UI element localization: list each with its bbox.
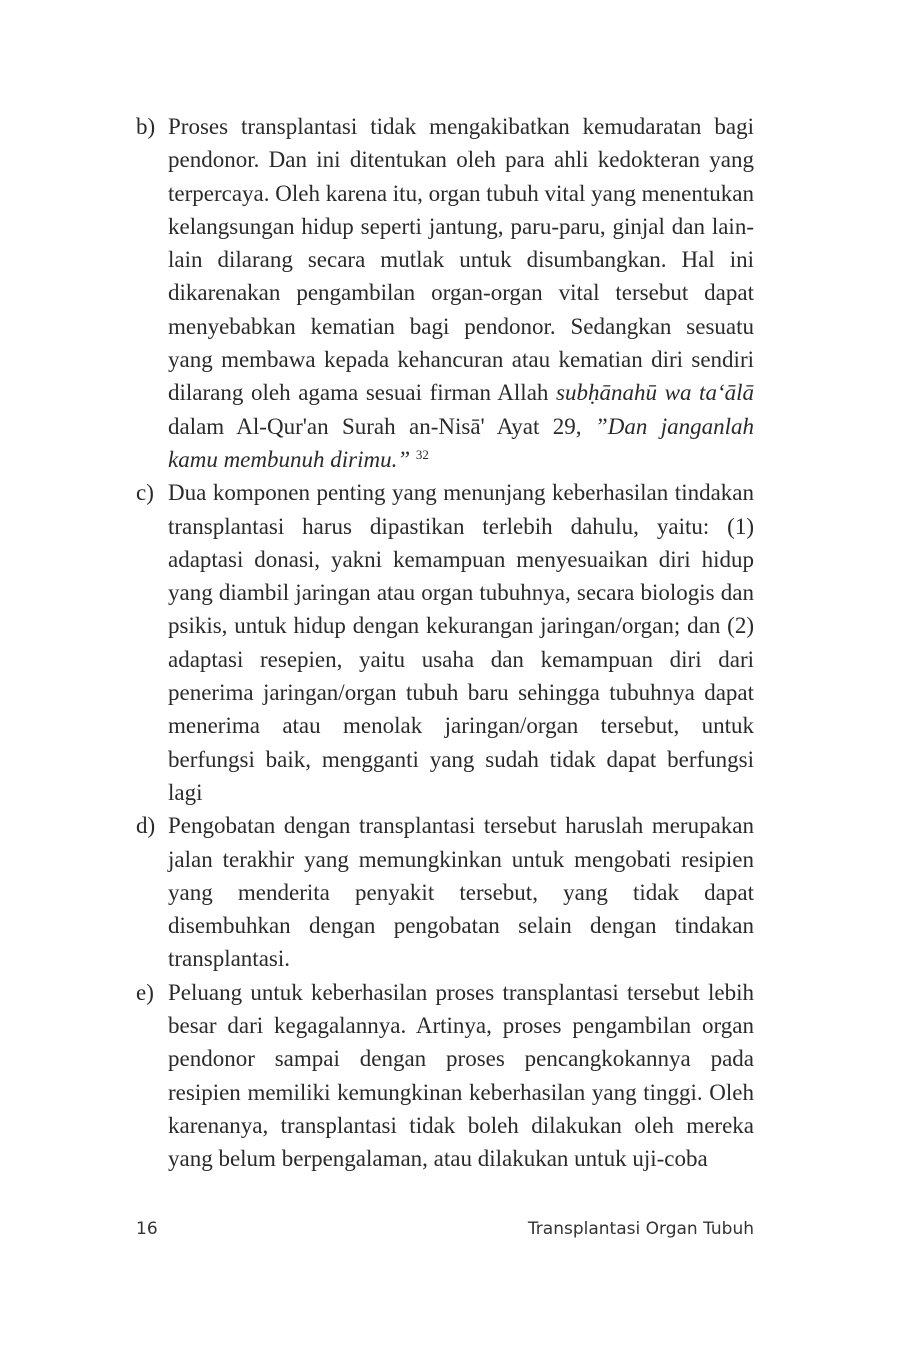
- page-number: 16: [136, 1219, 158, 1239]
- list-item-c: [136, 476, 754, 809]
- list-marker: e): [136, 979, 154, 1005]
- quran-quote: ”Dan janganlah kamu membunuh dirimu.”: [168, 413, 754, 472]
- list-item-text: [168, 110, 754, 476]
- list-marker: b): [136, 114, 156, 139]
- page-footer: [136, 1219, 754, 1239]
- page-body: [136, 110, 754, 1176]
- list-marker: c): [136, 480, 154, 506]
- list-marker: d): [136, 813, 156, 839]
- list-item-b: [136, 110, 754, 476]
- italic-phrase: subḥānahū wa ta‘ālā: [556, 380, 754, 406]
- list-item-d: [136, 809, 754, 975]
- footnote-ref[interactable]: 32: [415, 446, 429, 462]
- list-item-text: Dua komponen penting yang menunjang keberhasilan tindakan transplantasi harus dipastikan terlebih dahulu, yaitu: (1) adaptasi donasi, yakni kemampuan menyesuaikan diri hidup yang diambil jaringan atau organ tubuhnya, secara biologis dan psikis, untuk hidup dengan kekurangan jaringan/organ; dan (2) adaptasi resepien, yaitu usaha dan kemampuan diri dari penerima jaringan/organ tubuh baru sehingga tubuhnya dapat menerima atau menolak jaringan/organ tersebut, untuk berfungsi baik, mengganti yang sudah tidak dapat berfungsi lagi: [168, 480, 754, 805]
- text-segment: Proses transplantasi tidak mengakibatkan kemudaratan bagi pendonor. Dan ini ditentukan oleh para ahli kedokteran yang terpercaya. Oleh karena itu, organ tubuh vital yang menentukan kelangsungan hidup seperti jantung, paru-paru, ginjal dan lain-lain dilarang secara mutlak untuk disumbangkan. Hal ini dikarenakan pengambilan organ-organ vital tersebut dapat menyebabkan kematian bagi pendonor. Sedangkan sesuatu yang membawa kepada kehancuran atau kematian diri sendiri dilarang oleh agama sesuai firman Allah: [168, 114, 754, 406]
- list-item-text: Peluang untuk keberhasilan proses transplantasi tersebut lebih besar dari kegagalannya. Artinya, proses pengambilan organ pendonor sampai dengan proses pencangkokannya pada resipien memiliki kemungkinan keberhasilan yang tinggi. Oleh karenanya, transplantasi tidak boleh dilakukan oleh mereka yang belum berpengalaman, atau dilakukan untuk uji-coba: [168, 979, 754, 1172]
- list-item-e: [136, 976, 754, 1176]
- list-item-text: Pengobatan dengan transplantasi tersebut haruslah merupakan jalan terakhir yang memungkinkan untuk mengobati resipien yang menderita penyakit tersebut, yang tidak dapat disembuhkan dengan pengobatan selain dengan tindakan transplantasi.: [168, 813, 754, 972]
- running-title: Transplantasi Organ Tubuh: [527, 1219, 754, 1239]
- text-segment: dalam Al-Qur'an Surah an-Nisā' Ayat 29,: [168, 413, 595, 439]
